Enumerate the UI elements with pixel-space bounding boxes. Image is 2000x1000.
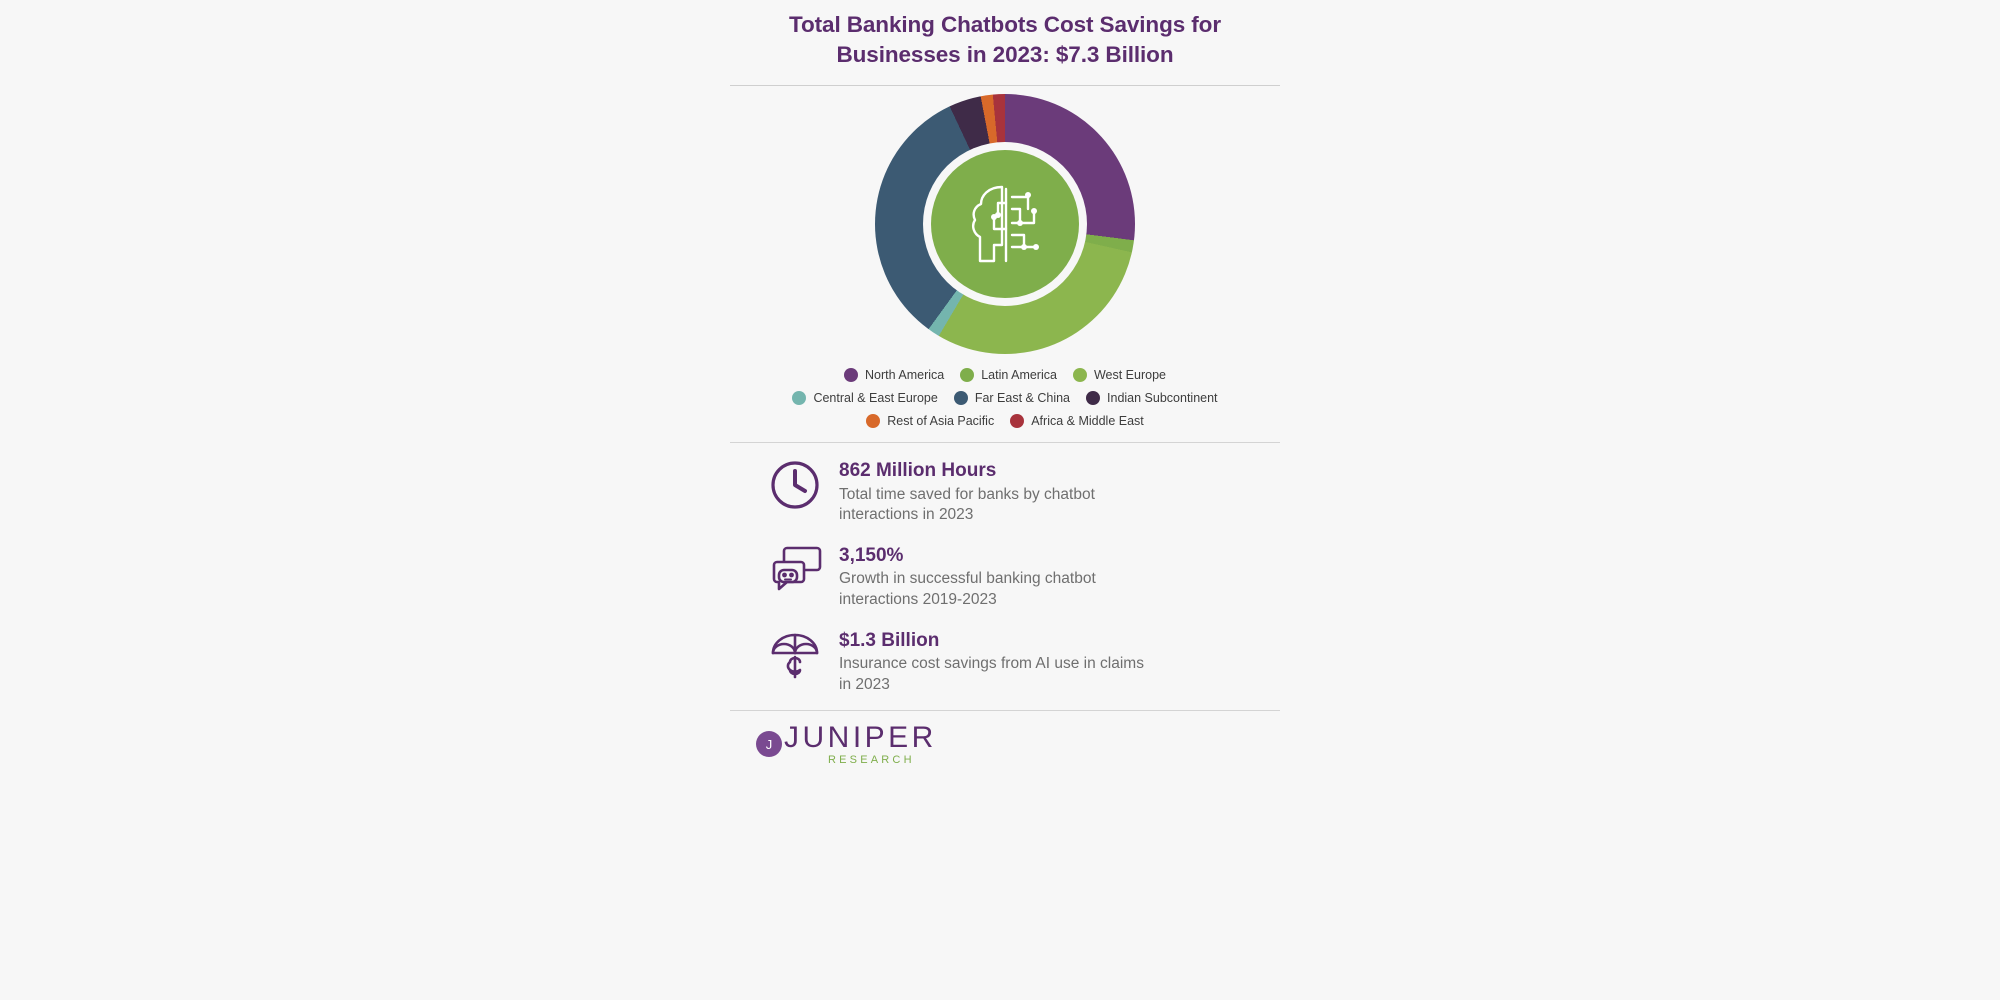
legend-item-latin-america[interactable] [960,368,1057,382]
chart-legend [745,368,1265,428]
legend-swatch [1086,391,1100,405]
stat-value: 862 Million Hours [839,459,997,481]
umbrella-dollar-icon [767,627,823,683]
legend-label: West Europe [1093,367,1166,382]
legend-swatch [954,391,968,405]
legend-row [792,391,1217,405]
donut-center [931,150,1079,298]
legend-row [844,368,1166,382]
stat-description: Insurance cost savings from AI use in claims in 2023 [839,655,1144,694]
legend-swatch [792,391,806,405]
stat-value: $1.3 Billion [839,629,940,651]
logo-subtitle: RESEARCH [828,753,915,766]
legend-swatch [1010,414,1024,428]
logo-text [784,720,937,766]
stat-item-growth [745,542,1265,611]
stat-description: Growth in successful banking chatbot interactions 2019-2023 [839,570,1096,609]
divider-top [730,85,1280,86]
logo-name: JUNIPER [784,720,937,754]
logo-mark-icon: J [756,731,782,757]
stat-description: Total time saved for banks by chatbot interactions in 2023 [839,485,1095,524]
legend-swatch [844,368,858,382]
legend-label: Africa & Middle East [1031,413,1144,428]
legend-swatch [1073,368,1087,382]
clock-icon [767,457,823,513]
legend-label: Rest of Asia Pacific [887,413,995,428]
legend-item-africa-middle-east[interactable] [1010,414,1144,428]
legend-label: Indian Subcontinent [1107,390,1218,405]
stat-text [839,627,1149,696]
legend-swatch [866,414,880,428]
stat-item-insurance [745,627,1265,696]
legend-item-rest-of-asia-pacific[interactable] [866,414,994,428]
donut-chart [845,94,1165,356]
legend-item-north-america[interactable] [844,368,944,382]
stat-text [839,457,1149,526]
divider-stats [730,442,1280,443]
legend-item-central-east-europe[interactable] [792,391,937,405]
legend-swatch [960,368,974,382]
juniper-research-logo [734,720,1276,766]
page-title: Total Banking Chatbots Cost Savings for Businesses in 2023: $7.3 Billion [789,12,1221,68]
stat-item-time-saved [745,457,1265,526]
legend-label: Latin America [981,367,1057,382]
chat-bot-icon [767,542,823,598]
infographic-card [730,0,1280,1000]
legend-row [866,414,1144,428]
legend-item-far-east-china[interactable] [954,391,1070,405]
legend-item-indian-subcontinent[interactable] [1086,391,1218,405]
stat-value: 3,150% [839,544,904,566]
divider-footer [730,710,1280,711]
legend-label: Central & East Europe [813,390,938,405]
legend-label: Far East & China [974,390,1071,405]
stats-list [745,457,1265,696]
brain-circuit-icon [950,169,1060,279]
legend-label: North America [865,367,945,382]
stat-text [839,542,1149,611]
legend-item-west-europe[interactable] [1073,368,1166,382]
